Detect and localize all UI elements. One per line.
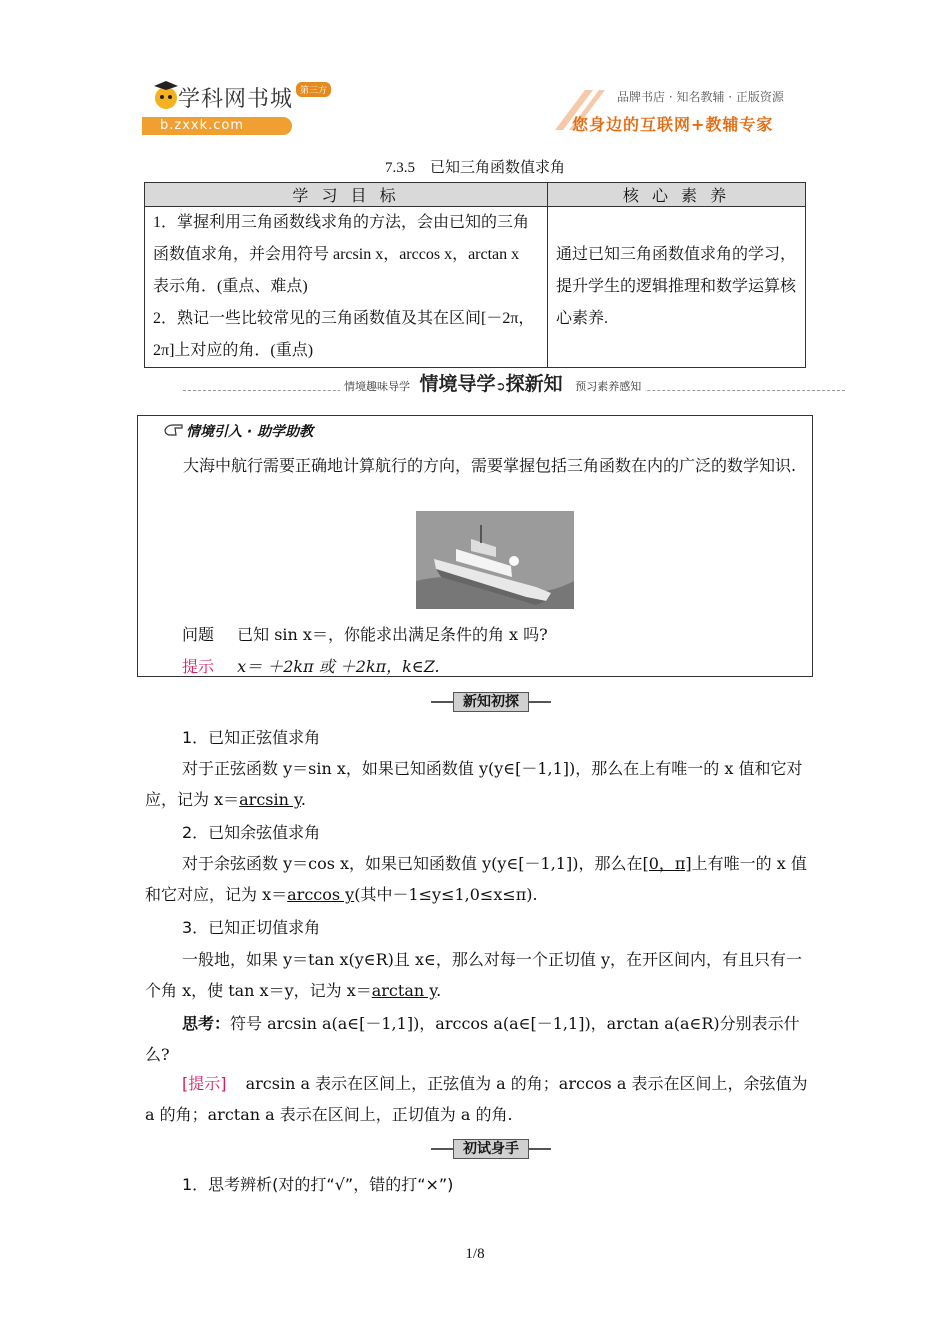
s2-text-b: 上有唯一的 x 值和它对应，记为 x＝ [145,854,807,904]
hand-pointer-icon [164,423,184,437]
question-label: 问题 [182,625,215,644]
s1-text [145,753,810,815]
page-title: 7.3.5 已知三角函数值求角 [384,160,565,176]
exercise-1: 1．思考辨析(对的打“√”，错的打“×”) [182,1175,454,1194]
objectives-cell [145,207,548,368]
hint-label: 提示 [182,657,215,676]
s1-title: 1．已知正弦值求角 [182,728,321,747]
brand-tagline: 品牌书店 · 知名教辅 · 正版资源 [617,90,784,104]
intro-label: 情境引入 · 助学助教 [186,424,314,440]
heading-try-label: 初试身手 [453,1139,529,1159]
heading-new-label: 新知初探 [453,692,529,712]
s2-answer-1: [0，π] [642,854,692,873]
s2-answer-2: arccos y [287,885,355,904]
hint [182,654,440,677]
think-block [145,1008,810,1070]
s2-text-a: 对于余弦函数 y＝cos x，如果已知函数值 y(y∈[－1,1])，那么在 [182,854,643,873]
objectives-header: 学 习 目 标 [145,183,548,207]
think-hint-text: arcsin a 表示在区间上，正弦值为 a 的角；arccos a 表示在区间上，余弦值为 a 的角；arctan a 表示在区间上，正切值为 a 的角. [145,1074,808,1124]
heading-try [431,1139,551,1159]
objective-item-1: 1．掌握利用三角函数线求角的方法，会由已知的三角函数值求角，并会用符号 arcsin x，arccos x，arctan x 表示角．(重点、难点) [153,214,530,295]
banner-left-text: 情境趣味导学 [344,380,410,393]
s2-text-c: (其中－1≤y≤1,0≤x≤π). [354,885,538,904]
s3-title: 3．已知正切值求角 [182,918,321,937]
think-text: 符号 arcsin a(a∈[－1,1])，arccos a(a∈[－1,1])，arctan a(a∈R)分别表示什么? [145,1014,800,1064]
arrow-icon: ➲ [495,379,506,393]
s3-text-b: . [436,981,442,1000]
s1-answer: arcsin y [239,790,301,809]
s3-text-a: 一般地，如果 y＝tan x(y∈R)且 x∈，那么对每一个正切值 y，在开区间内，有且只有一个角 x，使 tan x＝y，记为 x＝ [145,950,803,1000]
logo-text: 学科网书城 [178,87,294,112]
s1-text-b: . [300,790,306,809]
question [182,622,548,645]
s3-text [145,944,810,1006]
section-banner [340,369,645,396]
s1-text-a: 对于正弦函数 y＝sin x，如果已知函数值 y(y∈[－1,1])，那么在上有唯一的 x 值和它对应，记为 x＝ [145,759,803,809]
logo-badge: 第三方 [296,82,331,97]
s2-title: 2．已知余弦值求角 [182,823,321,842]
logo-url[interactable]: b.zxxk.com [142,117,292,135]
s2-text [145,848,810,910]
literacy-cell: 通过已知三角函数值求角的学习，提升学生的逻辑推理和数学运算核心素养. [548,207,806,368]
page-number: 1/8 [465,1246,485,1262]
heading-new-knowledge [431,692,551,712]
objective-item-2: 2．熟记一些比较常见的三角函数值及其在区间[－2π，2π]上对应的角．(重点) [153,310,535,359]
think-hint [145,1068,810,1130]
s3-answer: arctan y [371,981,437,1000]
banner-main-b: 探新知 [505,373,563,395]
think-hint-label: [提示] [182,1074,227,1093]
brand-slogan: 您身边的互联网+教辅专家 [572,115,774,134]
hint-text: x＝ ＋2kπ 或 ＋2kπ，k∈Z. [237,657,440,676]
intro-text: 大海中航行需要正确地计算航行的方向，需要掌握包括三角函数在内的广泛的数学知识. [183,456,797,475]
ship-photo [416,511,574,609]
banner-right-text: 预习素养感知 [575,380,642,393]
banner-main-a: 情境导学 [419,373,496,395]
objectives-table [144,182,806,368]
question-text: 已知 sin x＝，你能求出满足条件的角 x 吗? [237,625,548,644]
think-label: 思考： [182,1014,231,1033]
literacy-header: 核 心 素 养 [548,183,806,207]
